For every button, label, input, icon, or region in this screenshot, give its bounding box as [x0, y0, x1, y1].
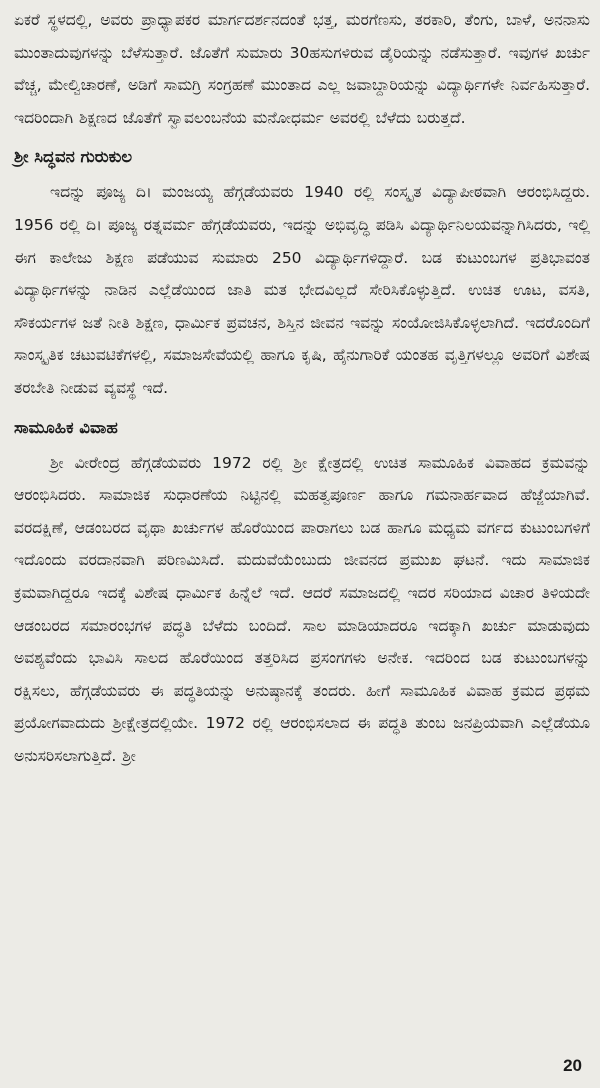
paragraph-gurukula: ಇದನ್ನು ಪೂಜ್ಯ ದಿ। ಮಂಜಯ್ಯ ಹೆಗ್ಗಡೆಯವರು 1940 ರಲ್ಲಿ ಸಂಸ್ಕೃತ ವಿದ್ಯಾಪೀಠವಾಗಿ ಆರಂಭಿಸಿದ್ದರು. 1956 ರಲ್ಲಿ ದಿ। ಪೂಜ್ಯ ರತ್ನವರ್ಮ ಹೆಗ್ಗಡೆಯವರು, ಇದನ್ನು ಅಭಿವೃದ್ಧಿ ಪಡಿಸಿ ವಿದ್ಯಾರ್ಥಿನಿಲಯವನ್ನಾಗಿಸಿದರು, ಇಲ್ಲಿ ಈಗ ಕಾಲೇಜು ಶಿಕ್ಷಣ ಪಡೆಯುವ ಸುಮಾರು 250 ವಿದ್ಯಾರ್ಥಿಗಳಿದ್ದಾರೆ. ಬಡ ಕುಟುಂಬಗಳ ಪ್ರತಿಭಾವಂತ ವಿದ್ಯಾರ್ಥಿಗಳನ್ನು ನಾಡಿನ ಎಲ್ಲೆಡೆಯಿಂದ ಜಾತಿ ಮತ ಭೇದವಿಲ್ಲದೆ ಸೇರಿಸಿಕೊಳ್ಳುತ್ತಿದೆ. ಉಚಿತ ಊಟ, ವಸತಿ, ಸೌಕರ್ಯಗಳ ಜತೆ ನೀತಿ ಶಿಕ್ಷಣ, ಧಾರ್ಮಿಕ ಪ್ರವಚನ, ಶಿಸ್ತಿನ ಜೀವನ ಇವನ್ನು ಸಂಯೋಜಿಸಿಕೊಳ್ಳಲಾಗಿದೆ. ಇದರೊಂದಿಗೆ ಸಾಂಸ್ಕೃತಿಕ ಚಟುವಟಿಕೆಗಳಲ್ಲಿ, ಸಮಾಜಸೇವೆಯಲ್ಲಿ ಹಾಗೂ ಕೃಷಿ, ಹೈನುಗಾರಿಕೆ ಯಂತಹ ವೃತ್ತಿಗಳಲ್ಲೂ ಅವರಿಗೆ ವಿಶೇಷ ತರಬೇತಿ ನೀಡುವ ವ್ಯವಸ್ಥೆ ಇದೆ.	[14, 183, 590, 397]
paragraph-dairy-farming: ಏಕರೆ ಸ್ಥಳದಲ್ಲಿ, ಅವರು ಪ್ರಾಧ್ಯಾಪಕರ ಮಾರ್ಗದರ್ಶನದಂತೆ ಭತ್ತ, ಮರಗೆಣಸು, ತರಕಾರಿ, ತೆಂಗು, ಬಾಳೆ, ಅನನಾಸು ಮುಂತಾದುವುಗಳನ್ನು ಬೆಳೆಸುತ್ತಾರೆ. ಜೊತೆಗೆ ಸುಮಾರು 30ಹಸುಗಳಿರುವ ಡೈರಿಯನ್ನು ನಡೆಸುತ್ತಾರೆ. ಇವುಗಳ ಖರ್ಚು ವೆಚ್ಚ, ಮೇಲ್ವಿಚಾರಣೆ, ಅಡಿಗೆ ಸಾಮಗ್ರಿ ಸಂಗ್ರಹಣೆ ಮುಂತಾದ ಎಲ್ಲ ಜವಾಬ್ದಾರಿಯನ್ನು ವಿದ್ಯಾರ್ಥಿಗಳೇ ನಿರ್ವಹಿಸುತ್ತಾರೆ. ಇದರಿಂದಾಗಿ ಶಿಕ್ಷಣದ ಜೊತೆಗೆ ಸ್ವಾವಲಂಬನೆಯ ಮನೋಧರ್ಮ ಅವರಲ್ಲಿ ಬೆಳೆದು ಬರುತ್ತದೆ.	[14, 11, 590, 127]
book-page	[14, 4, 590, 1084]
page-number: 20	[563, 1056, 582, 1075]
paragraph-mass-marriage: ಶ್ರೀ ವೀರೇಂದ್ರ ಹೆಗ್ಗಡೆಯವರು 1972 ರಲ್ಲಿ ಶ್ರೀ ಕ್ಷೇತ್ರದಲ್ಲಿ ಉಚಿತ ಸಾಮೂಹಿಕ ವಿವಾಹದ ಕ್ರಮವನ್ನು ಆರಂಭಿಸಿದರು. ಸಾಮಾಜಿಕ ಸುಧಾರಣೆಯ ನಿಟ್ಟಿನಲ್ಲಿ ಮಹತ್ವಪೂರ್ಣ ಹಾಗೂ ಗಮನಾರ್ಹವಾದ ಹೆಜ್ಜೆಯಾಗಿವೆ. ವರದಕ್ಷಿಣೆ, ಆಡಂಬರದ ವೃಥಾ ಖರ್ಚುಗಳ ಹೊರೆಯಿಂದ ಪಾರಾಗಲು ಬಡ ಹಾಗೂ ಮಧ್ಯಮ ವರ್ಗದ ಕುಟುಂಬಗಳಿಗೆ ಇದೊಂದು ವರದಾನವಾಗಿ ಪರಿಣಮಿಸಿದೆ. ಮದುವೆಯೆಂಬುದು ಜೀವನದ ಪ್ರಮುಖ ಘಟನೆ. ಇದು ಸಾಮಾಜಿಕ ಕ್ರಮವಾಗಿದ್ದರೂ ಇದಕ್ಕೆ ವಿಶೇಷ ಧಾರ್ಮಿಕ ಹಿನ್ನೆಲೆ ಇದೆ. ಆದರೆ ಸಮಾಜದಲ್ಲಿ ಇದರ ಸರಿಯಾದ ವಿಚಾರ ತಿಳಿಯದೇ ಆಡಂಬರದ ಸಮಾರಂಭಗಳ ಪದ್ಧತಿ ಬೆಳೆದು ಬಂದಿದೆ. ಸಾಲ ಮಾಡಿಯಾದರೂ ಇದಕ್ಕಾಗಿ ಖರ್ಚು ಮಾಡುವುದು ಅವಶ್ಯವೆಂದು ಭಾವಿಸಿ ಸಾಲದ ಹೊರೆಯಿಂದ ತತ್ತರಿಸಿದ ಪ್ರಸಂಗಗಳು ಅನೇಕ. ಇದರಿಂದ ಬಡ ಕುಟುಂಬಗಳನ್ನು ರಕ್ಷಿಸಲು, ಹೆಗ್ಗಡೆಯವರು ಈ ಪದ್ಧತಿಯನ್ನು ಅನುಷ್ಠಾನಕ್ಕೆ ತಂದರು. ಹೀಗೆ ಸಾಮೂಹಿಕ ವಿವಾಹ ಕ್ರಮದ ಪ್ರಥಮ ಪ್ರಯೋಗವಾದುದು ಶ್ರೀಕ್ಷೇತ್ರದಲ್ಲಿಯೇ. 1972 ರಲ್ಲಿ ಆರಂಭಿಸಲಾದ ಈ ಪದ್ಧತಿ ತುಂಬ ಜನಪ್ರಿಯವಾಗಿ ಎಲ್ಲೆಡೆಯೂ ಅನುಸರಿಸಲಾಗುತ್ತಿದೆ. ಶ್ರೀ	[14, 453, 590, 765]
section-heading-mass-marriage: ಸಾಮೂಹಿಕ ವಿವಾಹ	[14, 417, 118, 437]
section-heading-gurukula: ಶ್ರೀ ಸಿದ್ಧವನ ಗುರುಕುಲ	[14, 147, 133, 167]
